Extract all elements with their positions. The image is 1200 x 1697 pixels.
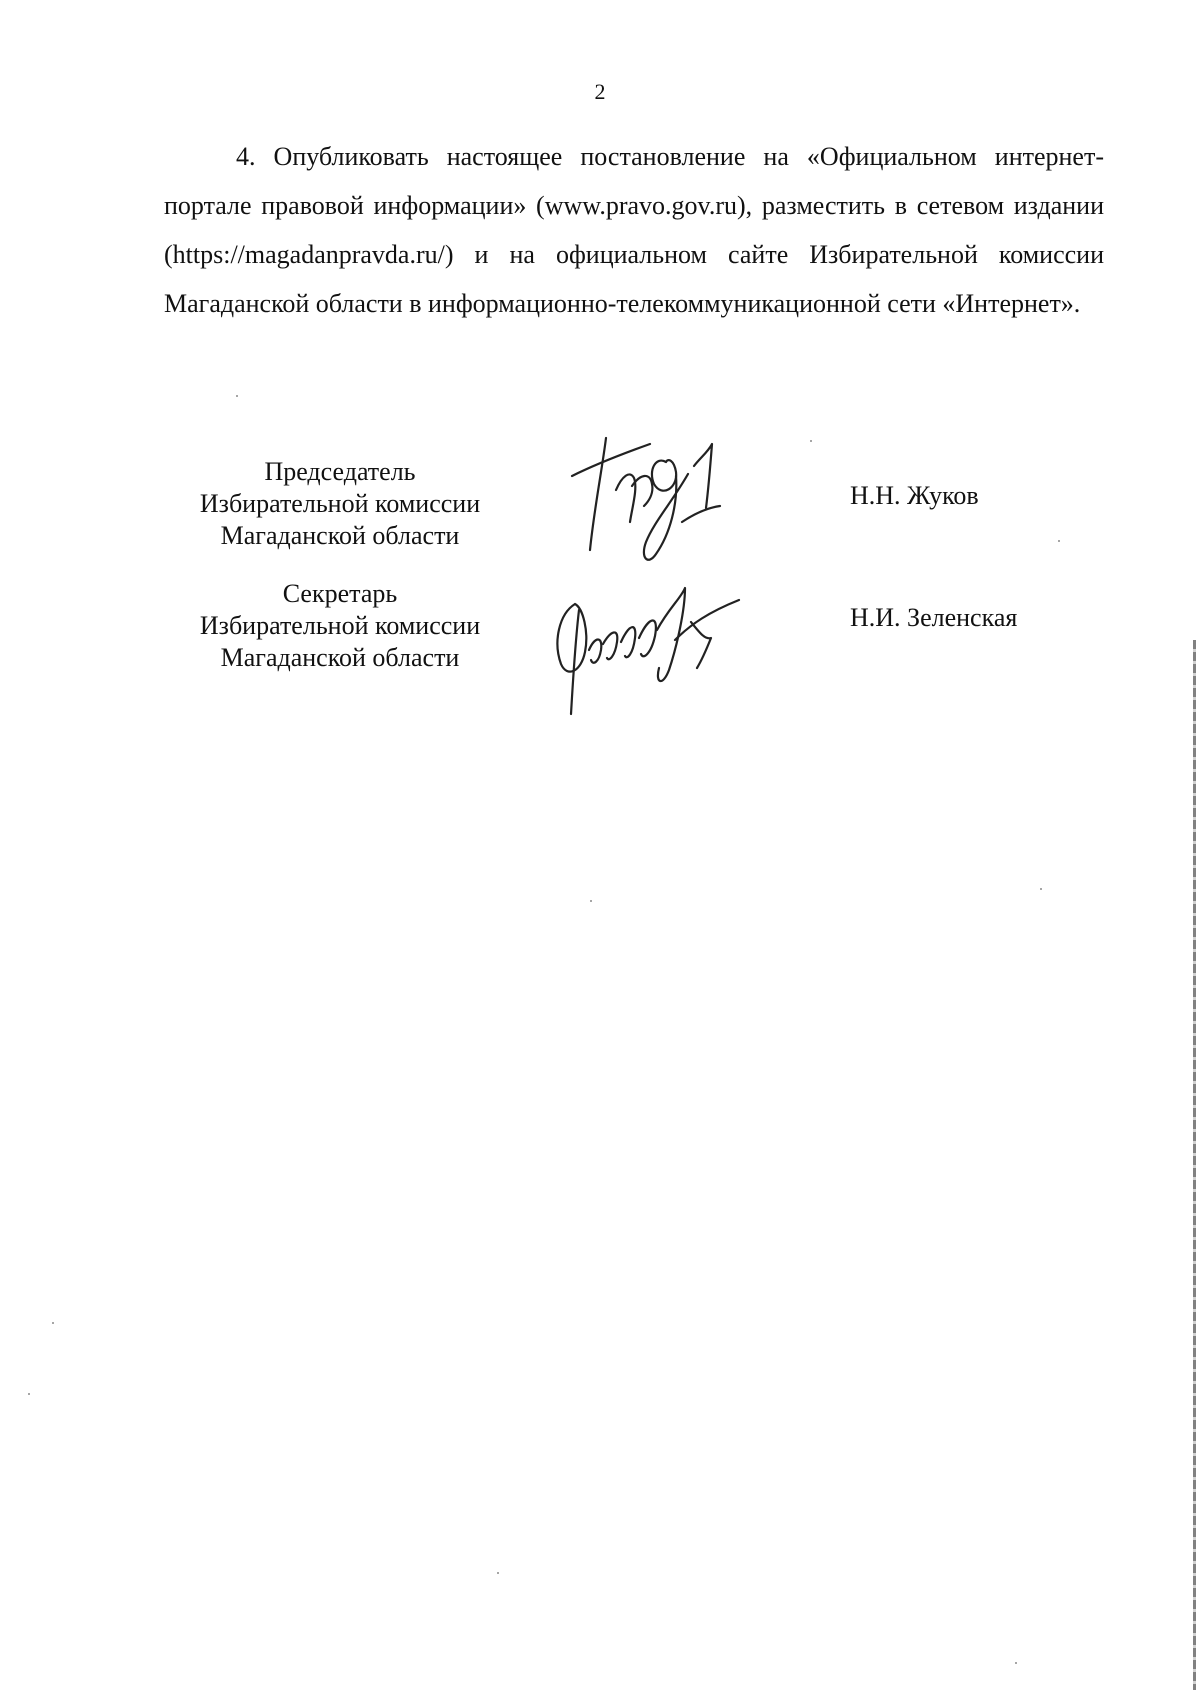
secretary-signature-icon [545,580,765,720]
chair-position-commission: Избирательной комиссии [199,489,481,518]
scan-speck [28,1393,30,1395]
scan-edge-artifact [1193,640,1196,1690]
scan-speck [497,1572,499,1574]
resolution-paragraph-4: 4. Опубликовать настоящее постановление на «Официальном интернет-портале правовой информации» (www.pravo.gov.ru), разместить в сетевом издании (https://magadanpravda.ru/) и на официальном сайте Избирательной комиссии Магаданской области в информационно-телекоммуникационной сети «Интернет». [164,142,1104,318]
chair-position [160,456,520,552]
scan-speck [1058,540,1060,542]
scan-speck [810,440,812,442]
scan-speck [1040,888,1042,890]
scan-speck [590,900,592,902]
scan-speck [52,1322,54,1324]
page-number: 2 [594,79,606,104]
secretary-position-commission: Избирательной комиссии [199,611,481,640]
secretary-name: Н.И. Зеленская [850,603,1018,632]
secretary-position-title: Секретарь [282,579,398,608]
chair-name: Н.Н. Жуков [850,481,979,510]
chair-signature-icon [560,430,760,600]
chair-position-title: Председатель [264,457,416,486]
scan-speck [236,395,238,397]
scan-speck [1015,1662,1017,1664]
chair-position-region: Магаданской области [220,521,460,550]
secretary-position [160,578,520,674]
secretary-position-region: Магаданской области [220,643,460,672]
